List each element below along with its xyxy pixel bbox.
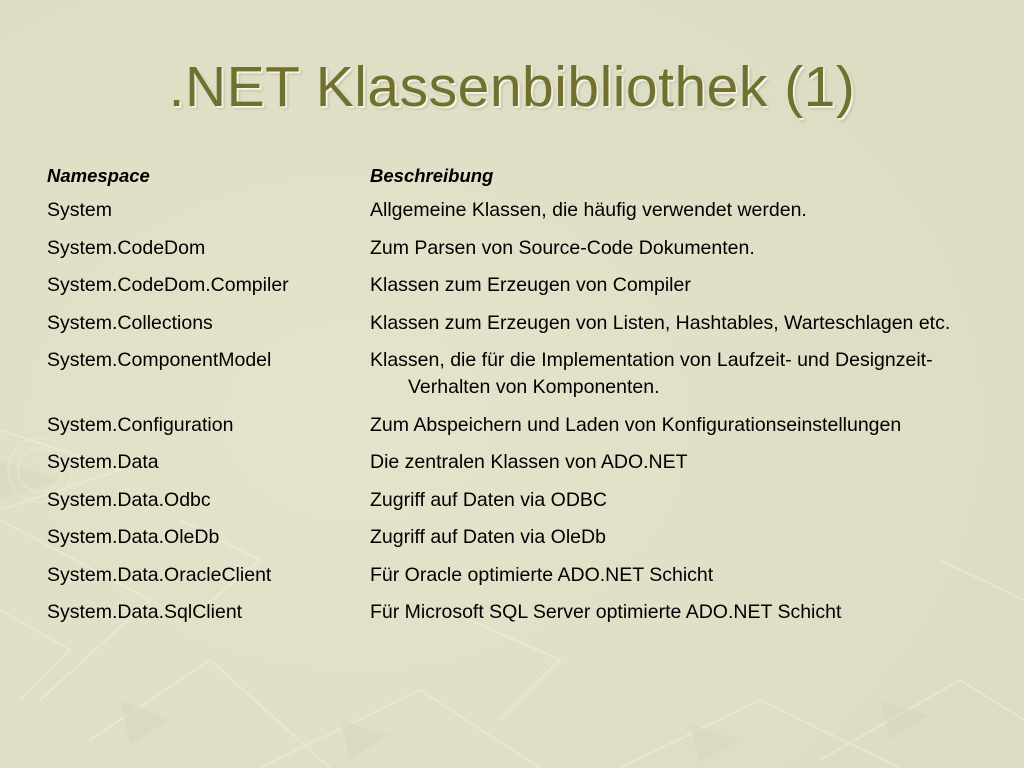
- description-cell: Klassen zum Erzeugen von Listen, Hashtables, Warteschlagen etc.: [370, 311, 951, 334]
- header-namespace: Namespace: [47, 165, 150, 186]
- description-cell: Zum Parsen von Source-Code Dokumenten.: [370, 236, 755, 259]
- namespace-cell: System.Collections: [47, 311, 213, 334]
- table-row: [47, 562, 987, 589]
- table-row: [47, 599, 987, 626]
- description-cell: Klassen zum Erzeugen von Compiler: [370, 274, 691, 296]
- table-row: [47, 310, 987, 337]
- table-row: [47, 197, 987, 224]
- table-row: [47, 272, 987, 299]
- namespace-table: [47, 162, 987, 637]
- namespace-cell: System.Configuration: [47, 413, 234, 436]
- table-row: [47, 347, 987, 401]
- table-row: [47, 524, 987, 551]
- namespace-cell: System: [47, 199, 113, 221]
- header-description: Beschreibung: [370, 165, 494, 186]
- namespace-cell: System.Data.OracleClient: [47, 563, 272, 586]
- namespace-cell: System.Data.Odbc: [47, 488, 211, 511]
- description-cell: Allgemeine Klassen, die häufig verwendet werden.: [370, 199, 807, 221]
- description-cell: Klassen, die für die Implementation von Laufzeit- und Designzeit-Verhalten von Komponenten.: [370, 349, 933, 398]
- namespace-cell: System.Data.SqlClient: [47, 601, 243, 623]
- namespace-cell: System.CodeDom: [47, 236, 206, 259]
- description-cell: Die zentralen Klassen von ADO.NET: [370, 451, 688, 473]
- description-cell: Zugriff auf Daten via ODBC: [370, 488, 607, 511]
- slide-title: .NET Klassenbibliothek (1): [168, 55, 856, 119]
- table-row: [47, 412, 987, 439]
- table-row: [47, 235, 987, 262]
- namespace-cell: System.ComponentModel: [47, 349, 272, 371]
- namespace-cell: System.Data.OleDb: [47, 526, 220, 548]
- namespace-cell: System.Data: [47, 451, 159, 473]
- table-header-row: [47, 162, 987, 189]
- table-row: [47, 487, 987, 514]
- description-cell: Für Microsoft SQL Server optimierte ADO.NET Schicht: [370, 601, 842, 623]
- description-cell: Zugriff auf Daten via OleDb: [370, 526, 606, 548]
- table-row: [47, 449, 987, 476]
- namespace-cell: System.CodeDom.Compiler: [47, 274, 289, 296]
- description-cell: Zum Abspeichern und Laden von Konfigurationseinstellungen: [370, 413, 902, 436]
- description-cell: Für Oracle optimierte ADO.NET Schicht: [370, 563, 714, 586]
